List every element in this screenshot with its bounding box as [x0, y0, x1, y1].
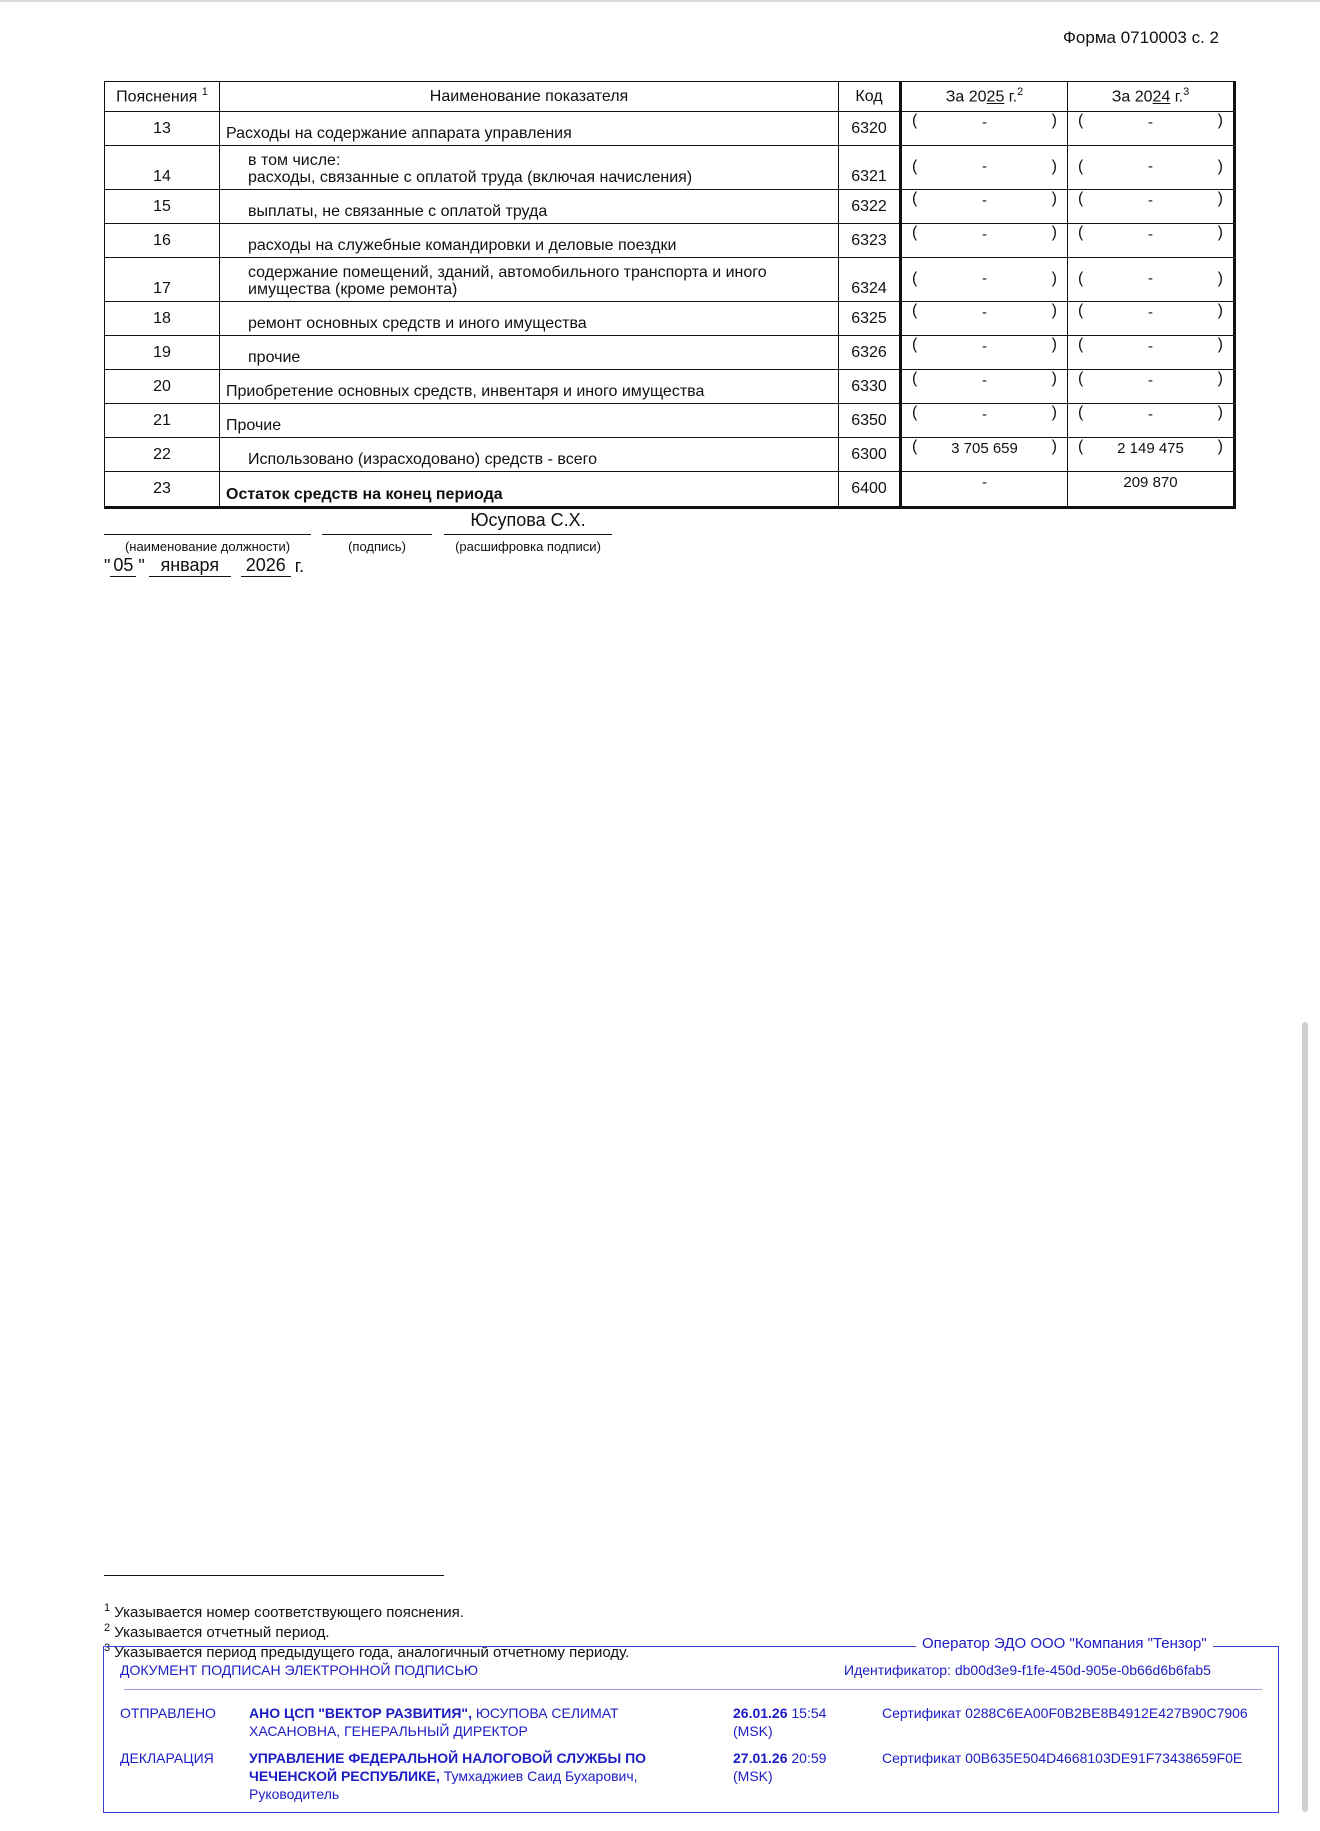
- current-value-cell: ( - ): [901, 336, 1068, 370]
- table-row: [105, 258, 1235, 302]
- previous-value: 209 870: [1123, 474, 1178, 491]
- date-month: января: [149, 555, 231, 577]
- row-name: расходы на служебные командировки и деловые поездки: [220, 224, 839, 258]
- footnote-2: $^2$ Указывается отчетный период.: [104, 1622, 330, 1641]
- previous-value-cell: ( - ): [1068, 404, 1235, 438]
- header-name: Наименование показателя: [220, 82, 839, 112]
- row-number: 17: [105, 258, 220, 302]
- row-number: 21: [105, 404, 220, 438]
- table-row: [105, 472, 1235, 508]
- scrollbar[interactable]: [1302, 1022, 1308, 1812]
- current-value-cell: ( - ): [901, 190, 1068, 224]
- current-value-cell: ( - ): [901, 404, 1068, 438]
- current-value: -: [982, 338, 987, 355]
- previous-value-cell: ( - ): [1068, 302, 1235, 336]
- edo-sent-label: ОТПРАВЛЕНО: [120, 1705, 216, 1721]
- footnote-3: $^3$ Указывается период предыдущего года, аналогичный отчетному периоду.: [104, 1642, 630, 1661]
- edo-sent-sender-role: ХАСАНОВНА, ГЕНЕРАЛЬНЫЙ ДИРЕКТОР: [249, 1723, 528, 1739]
- table-row: [105, 404, 1235, 438]
- current-value: -: [982, 304, 987, 321]
- edo-decl-recipient: УПРАВЛЕНИЕ ФЕДЕРАЛЬНОЙ НАЛОГОВОЙ СЛУЖБЫ ПО: [249, 1750, 647, 1766]
- edo-decl-recipient-line2: ЧЕЧЕНСКОЙ РЕСПУБЛИКЕ, Тумхаджиев Саид Бухарович,: [249, 1768, 638, 1784]
- row-name: Приобретение основных средств, инвентаря и иного имущества: [220, 370, 839, 404]
- current-value: -: [982, 474, 987, 491]
- previous-value-cell: ( - ): [1068, 224, 1235, 258]
- row-code: 6326: [839, 336, 901, 370]
- table-row: [105, 370, 1235, 404]
- page-top-edge: [0, 0, 1320, 2]
- row-code: 6300: [839, 438, 901, 472]
- row-code: 6350: [839, 404, 901, 438]
- row-number: 13: [105, 112, 220, 146]
- row-name: Остаток средств на конец периода: [220, 472, 839, 508]
- row-code: 6320: [839, 112, 901, 146]
- signing-date: " 05 " января 2026 г.: [104, 555, 305, 576]
- row-number: 20: [105, 370, 220, 404]
- table-row: [105, 302, 1235, 336]
- current-value: 3 705 659: [951, 440, 1018, 457]
- edo-signature-stamp: [103, 1646, 1279, 1813]
- previous-value-cell: [1068, 472, 1235, 508]
- edo-divider: [124, 1689, 1262, 1690]
- edo-operator: Оператор ЭДО ООО "Компания "Тензор": [916, 1635, 1213, 1652]
- current-value: -: [982, 226, 987, 243]
- row-number: 19: [105, 336, 220, 370]
- current-value-cell: ( - ): [901, 224, 1068, 258]
- previous-value: -: [1148, 226, 1153, 243]
- previous-value: -: [1148, 192, 1153, 209]
- row-code: 6323: [839, 224, 901, 258]
- date-year: 2026: [241, 555, 291, 577]
- footnote-divider: [104, 1575, 444, 1576]
- current-value-cell: ( - ): [901, 302, 1068, 336]
- row-name: ремонт основных средств и иного имущества: [220, 302, 839, 336]
- header-current-year: За 2025 г.$^2$: [901, 82, 1068, 112]
- edo-signed-title: ДОКУМЕНТ ПОДПИСАН ЭЛЕКТРОННОЙ ПОДПИСЬЮ: [120, 1662, 479, 1678]
- edo-decl-certificate: Сертификат 00B635E504D4668103DE91F73438659F0E: [882, 1750, 1243, 1766]
- date-day: 05: [110, 555, 136, 577]
- edo-sent-datetime: 26.01.26 15:54: [733, 1705, 827, 1721]
- footnote-1: $^1$ Указывается номер соответствующего пояснения.: [104, 1602, 464, 1621]
- signature-caption: (подпись): [348, 539, 406, 554]
- current-value-cell: ( - ): [901, 258, 1068, 302]
- previous-value-cell: ( 2 149 475 ): [1068, 438, 1235, 472]
- position-block: [104, 510, 311, 554]
- signature-block: [322, 510, 432, 554]
- row-code: 6325: [839, 302, 901, 336]
- previous-value-cell: ( - ): [1068, 370, 1235, 404]
- header-explanations: Пояснения $^1$: [105, 82, 220, 112]
- row-number: 22: [105, 438, 220, 472]
- table-row: [105, 438, 1235, 472]
- previous-value: -: [1148, 114, 1153, 131]
- table-row: [105, 336, 1235, 370]
- row-code: 6330: [839, 370, 901, 404]
- row-name: Использовано (израсходовано) средств - всего: [220, 438, 839, 472]
- current-value: -: [982, 406, 987, 423]
- edo-decl-datetime: 27.01.26 20:59: [733, 1750, 827, 1766]
- previous-value-cell: ( - ): [1068, 258, 1235, 302]
- row-number: 23: [105, 472, 220, 508]
- previous-value: -: [1148, 158, 1153, 175]
- edo-decl-label: ДЕКЛАРАЦИЯ: [120, 1750, 214, 1766]
- row-name: в том числе: расходы, связанные с оплатой труда (включая начисления): [220, 146, 839, 190]
- row-name: содержание помещений, зданий, автомобильного транспорта и иного имущества (кроме ремонта): [220, 258, 839, 302]
- row-code: 6324: [839, 258, 901, 302]
- header-code: Код: [839, 82, 901, 112]
- row-number: 18: [105, 302, 220, 336]
- form-id: Форма 0710003 с. 2: [1063, 28, 1220, 47]
- row-number: 14: [105, 146, 220, 190]
- row-number: 15: [105, 190, 220, 224]
- position-caption: (наименование должности): [124, 539, 291, 554]
- previous-value: -: [1148, 372, 1153, 389]
- edo-decl-timezone: (MSK): [733, 1768, 773, 1784]
- table-row: [105, 190, 1235, 224]
- edo-sent-sender: АНО ЦСП "ВЕКТОР РАЗВИТИЯ", ЮСУПОВА СЕЛИМАТ: [249, 1705, 619, 1721]
- current-value: -: [982, 192, 987, 209]
- table-row: [105, 112, 1235, 146]
- current-value-cell: ( - ): [901, 146, 1068, 190]
- table-header-row: [105, 82, 1235, 112]
- previous-value: 2 149 475: [1117, 440, 1184, 457]
- previous-value: -: [1148, 406, 1153, 423]
- previous-value-cell: ( - ): [1068, 190, 1235, 224]
- current-value: -: [982, 270, 987, 287]
- edo-sent-certificate: Сертификат 0288C6EA00F0B2BE8B4912E427B90C7906: [882, 1705, 1248, 1721]
- row-name: прочие: [220, 336, 839, 370]
- row-code: 6400: [839, 472, 901, 508]
- edo-sent-timezone: (MSK): [733, 1723, 773, 1739]
- previous-value-cell: ( - ): [1068, 336, 1235, 370]
- current-value-cell: ( - ): [901, 112, 1068, 146]
- current-value-cell: ( 3 705 659 ): [901, 438, 1068, 472]
- row-name: Прочие: [220, 404, 839, 438]
- row-number: 16: [105, 224, 220, 258]
- table-row: [105, 146, 1235, 190]
- row-code: 6322: [839, 190, 901, 224]
- previous-value-cell: ( - ): [1068, 146, 1235, 190]
- report-table: [104, 81, 1236, 509]
- current-value-cell: [901, 472, 1068, 508]
- current-value: -: [982, 158, 987, 175]
- name-caption: (расшифровка подписи): [455, 539, 601, 554]
- signature-line: [322, 510, 432, 535]
- header-previous-year: За 2024 г.$^3$: [1068, 82, 1235, 112]
- previous-value: -: [1148, 338, 1153, 355]
- current-value: -: [982, 372, 987, 389]
- table-row: [105, 224, 1235, 258]
- previous-value-cell: ( - ): [1068, 112, 1235, 146]
- position-line: [104, 510, 311, 535]
- row-code: 6321: [839, 146, 901, 190]
- current-value: -: [982, 114, 987, 131]
- previous-value: -: [1148, 304, 1153, 321]
- row-name: Расходы на содержание аппарата управления: [220, 112, 839, 146]
- edo-decl-role: Руководитель: [249, 1786, 340, 1802]
- signer-name: Юсупова С.Х.: [444, 510, 612, 535]
- row-name: выплаты, не связанные с оплатой труда: [220, 190, 839, 224]
- name-block: [444, 510, 612, 554]
- edo-identifier: Идентификатор: db00d3e9-f1fe-450d-905e-0b66d6b6fab5: [844, 1662, 1211, 1678]
- previous-value: -: [1148, 270, 1153, 287]
- current-value-cell: ( - ): [901, 370, 1068, 404]
